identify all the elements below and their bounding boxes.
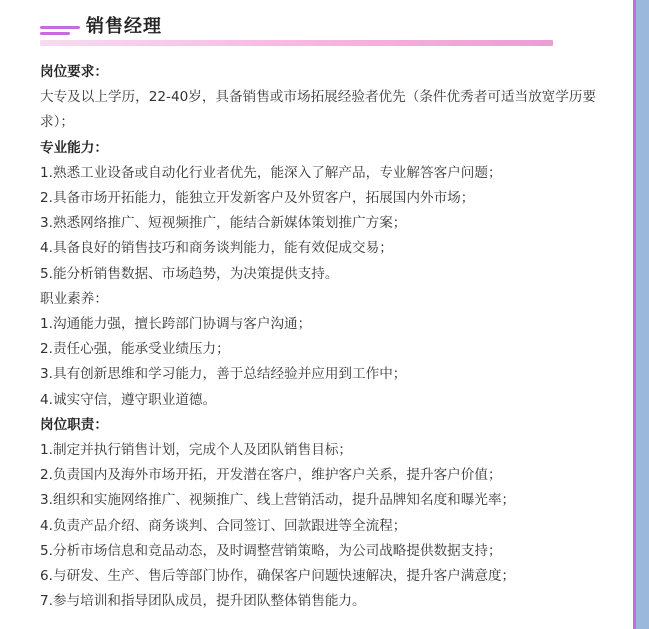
list-item: 2.责任心强，能承受业绩压力；	[40, 341, 230, 358]
duties-heading: 岗位职责：	[40, 416, 108, 433]
list-item: 4.负责产品介绍、商务谈判、合同签订、回款跟进等全流程；	[40, 517, 407, 534]
skills-heading: 专业能力：	[40, 139, 108, 156]
list-item: 4.具备良好的销售技巧和商务谈判能力，能有效促成交易；	[40, 240, 393, 257]
list-item: 6.与研发、生产、售后等部门协作，确保客户问题快速解决，提升客户满意度；	[40, 568, 516, 585]
list-item: 7.参与培训和指导团队成员，提升团队整体销售能力。	[40, 593, 366, 610]
title-decoration-icon	[40, 26, 80, 36]
list-item: 3.具有创新思维和学习能力，善于总结经验并应用到工作中；	[40, 366, 407, 383]
list-item: 1.沟通能力强，擅长跨部门协调与客户沟通；	[40, 316, 312, 333]
page-title: 销售经理	[86, 16, 162, 37]
list-item: 2.具备市场开拓能力，能独立开发新客户及外贸客户，拓展国内外市场；	[40, 190, 475, 207]
job-description	[40, 60, 624, 614]
list-item: 5.能分析销售数据、市场趋势，为决策提供支持。	[40, 265, 339, 282]
list-item: 1.熟悉工业设备或自动化行业者优先，能深入了解产品，专业解答客户问题；	[40, 164, 502, 181]
list-item: 3.组织和实施网络推广、视频推广、线上营销活动，提升品牌知名度和曝光率；	[40, 492, 516, 509]
title-underline	[40, 40, 553, 46]
list-item: 2.负责国内及海外市场开拓，开发潜在客户，维护客户关系，提升客户价值；	[40, 467, 502, 484]
list-item: 5.分析市场信息和竞品动态，及时调整营销策略，为公司战略提供数据支持；	[40, 542, 502, 559]
list-item: 4.诚实守信，遵守职业道德。	[40, 391, 217, 408]
qualities-heading: 职业素养：	[40, 290, 108, 307]
list-item: 1.制定并执行销售计划，完成个人及团队销售目标；	[40, 442, 353, 459]
requirements-text: 大专及以上学历，22-40岁，具备销售或市场拓展经验者优先（条件优秀者可适当放宽学历要求）；	[40, 89, 597, 131]
list-item: 3.熟悉网络推广、短视频推广，能结合新媒体策划推广方案；	[40, 215, 407, 232]
requirements-heading: 岗位要求：	[40, 64, 108, 80]
